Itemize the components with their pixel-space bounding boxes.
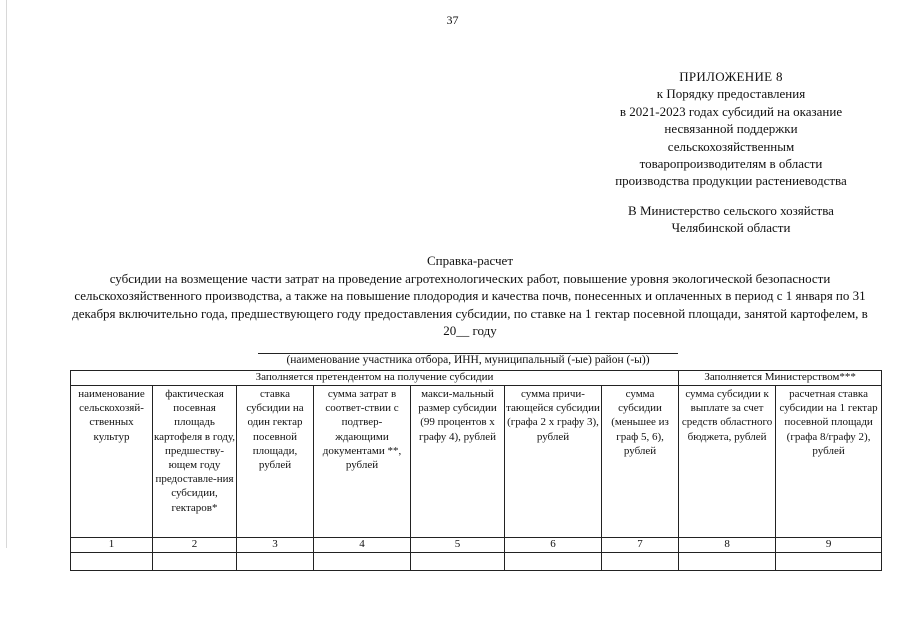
table-group-row — [71, 371, 882, 386]
column-header: сумма затрат в соответ-ствии с подтвер-ждающими документами **, рублей — [314, 386, 411, 538]
column-header: сумма субсидии к выплате за счет средств областного бюджета, рублей — [679, 386, 776, 538]
column-number: 5 — [411, 538, 505, 553]
addressee-line: В Министерство сельского хозяйства — [628, 203, 834, 218]
column-header: ставка субсидии на один гектар посевной площади, рублей — [237, 386, 314, 538]
appendix-line: к Порядку предоставления — [656, 86, 806, 102]
column-number: 8 — [679, 538, 776, 553]
empty-cell — [776, 553, 882, 571]
empty-cell — [602, 553, 679, 571]
column-number: 7 — [602, 538, 679, 553]
column-header: фактическая посевная площадь картофеля в году, предшеству-ющем году предоставле-ния субсидии, гектаров* — [153, 386, 237, 538]
column-number: 2 — [153, 538, 237, 553]
document-heading — [60, 252, 880, 340]
page-number: 37 — [446, 13, 459, 27]
appendix-line: несвязанной поддержки — [664, 121, 798, 137]
document-subtitle: субсидии на возмещение части затрат на проведение агротехнологических работ, повышение уровня экологической безопасности сельскохозяйственного производства, а также на повышение плодородия и качества почв, понесенных и оплаченных в период с 1 января по 31 декабря включительно года, предшествующего году предоставления субсидии, по ставке на 1 гектар посевной площади, занятой картофелем, в 20__ году — [72, 270, 868, 339]
addressee-block — [585, 202, 877, 237]
appendix-title: ПРИЛОЖЕНИЕ 8 — [679, 69, 783, 84]
column-number: 3 — [237, 538, 314, 553]
empty-cell — [71, 553, 153, 571]
appendix-block — [585, 68, 877, 190]
column-header: сумма субсидии (меньшее из граф 5, 6), рублей — [602, 386, 679, 538]
column-number: 4 — [314, 538, 411, 553]
group-applicant-header: Заполняется претендентом на получение субсидии — [71, 371, 679, 386]
appendix-line: в 2021-2023 годах субсидий на оказание — [619, 103, 843, 119]
column-number: 6 — [505, 538, 602, 553]
empty-cell — [314, 553, 411, 571]
empty-cell — [505, 553, 602, 571]
empty-cell — [153, 553, 237, 571]
column-header: расчетная ставка субсидии на 1 гектар посевной площади (графа 8/графу 2), рублей — [776, 386, 882, 538]
column-header: макси-мальный размер субсидии (99 процентов х графу 4), рублей — [411, 386, 505, 538]
addressee-line: Челябинской области — [671, 220, 791, 236]
empty-cell — [679, 553, 776, 571]
participant-caption: (наименование участника отбора, ИНН, муниципальный (-ые) район (-ы)) — [286, 354, 650, 366]
column-number: 1 — [71, 538, 153, 553]
column-header: наименование сельскохозяй-ственных культур — [71, 386, 153, 538]
empty-cell — [237, 553, 314, 571]
scan-edge-line — [6, 0, 7, 548]
appendix-line: сельскохозяйственным — [667, 138, 795, 154]
column-number-row — [71, 538, 882, 553]
appendix-line: производства продукции растениеводства — [615, 173, 847, 189]
column-number: 9 — [776, 538, 882, 553]
calculation-table — [70, 370, 882, 571]
group-ministry-header: Заполняется Министерством*** — [679, 371, 882, 386]
appendix-line: товаропроизводителям в области — [639, 156, 823, 172]
empty-data-row — [71, 553, 882, 571]
column-header: сумма причи-тающейся субсидии (графа 2 х графу 3), рублей — [505, 386, 602, 538]
document-title: Справка-расчет — [426, 253, 514, 268]
empty-cell — [411, 553, 505, 571]
table-header-row — [71, 386, 882, 538]
